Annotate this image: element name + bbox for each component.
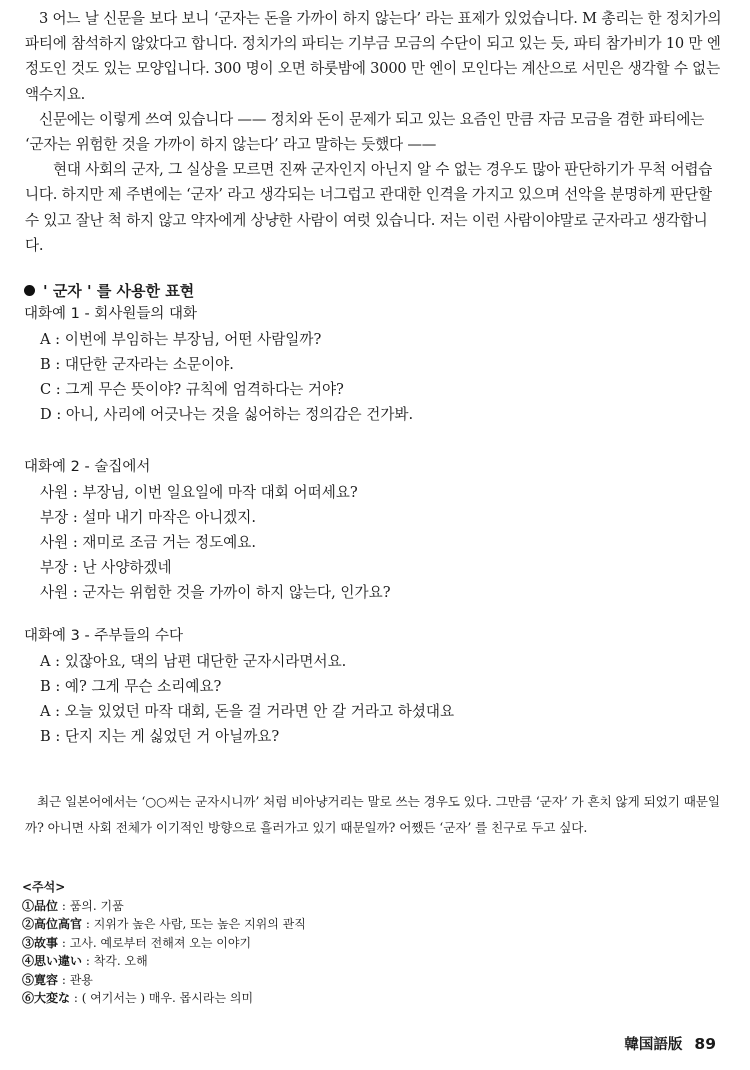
dialogue-example-3 bbox=[24, 624, 724, 749]
dialogue-title: 대화예 2 - 술집에서 bbox=[24, 459, 151, 475]
intro-paragraph-3: 현대 사회의 군자, 그 실상을 모르면 진짜 군자인지 아닌지 알 수 없는 경우도 많아 판단하기가 무척 어렵습니다. 하지만 제 주변에는 ‘군자’ 라고 생각되는 너그럽고 관대한 인격을 가지고 있으며 선악을 분명하게 판단할 수 있고 잘난 척 하지 않고 약자에게 상냥한 사람이 여럿 있습니다. 저는 이런 사람이야말로 군자라고 생각합니다. bbox=[25, 161, 713, 254]
note-term: ②高位高官 bbox=[22, 917, 83, 931]
note-item bbox=[22, 952, 522, 971]
dialogue-line: B : 대단한 군자라는 소문이야. bbox=[40, 356, 234, 373]
section-heading bbox=[24, 280, 194, 301]
note-term: ③故事 bbox=[22, 935, 59, 950]
dialogue-line: 부장 : 난 사양하겠네 bbox=[40, 559, 172, 576]
note-desc: : 착각. 오해 bbox=[82, 954, 148, 968]
page-number: 89 bbox=[694, 1035, 716, 1053]
note-desc: : ( 여기서는 ) 매우. 몹시라는 의미 bbox=[70, 991, 254, 1005]
note-term: ⑤寛容 bbox=[22, 972, 59, 987]
note-desc: : 품의. 기품 bbox=[58, 898, 124, 913]
note-item bbox=[22, 915, 522, 934]
note-item bbox=[22, 934, 522, 953]
note-item bbox=[22, 971, 522, 990]
dialogue-title: 대화예 1 - 회사원들의 대화 bbox=[24, 306, 197, 322]
bullet-icon bbox=[24, 285, 35, 296]
intro-paragraph-1: 3 어느 날 신문을 보다 보니 ‘군자는 돈을 가까이 하지 않는다’ 라는 표제가 있었습니다. M 총리는 한 정치가의 파티에 참석하지 않았다고 합니다. 정치가의 파티는 기부금 모금의 수단이 되고 있는 듯, 파티 참가비가 10 만 엔 정도인 것도 있는 모양입니다. 300 명이 오면 하룻밤에 3000 만 엔이 모인다는 계산으로 서민은 생각할 수 없는 액수지요. bbox=[25, 10, 722, 103]
note-term: ①品位 bbox=[22, 898, 59, 913]
dialogue-line: C : 그게 무슨 뜻이야? 규칙에 엄격하다는 거야? bbox=[40, 381, 344, 398]
intro-paragraph-2: 신문에는 이렇게 쓰여 있습니다 —— 정치와 돈이 문제가 되고 있는 요즘인 만큼 자금 모금을 겸한 파티에는 ‘군자는 위험한 것을 가까이 하지 않는다’ 라고 말하는 듯했다 —— bbox=[25, 110, 705, 154]
dialogue-line: 사원 : 부장님, 이번 일요일에 마작 대회 어떠세요? bbox=[40, 484, 358, 501]
section-heading-text: ' 군자 ' 를 사용한 표현 bbox=[43, 282, 195, 300]
note-term: ④思い違い bbox=[22, 954, 83, 968]
notes bbox=[22, 878, 522, 1008]
note-desc: : 고사. 예로부터 전해져 오는 이야기 bbox=[58, 935, 252, 950]
dialogue-line: B : 예? 그게 무슨 소리예요? bbox=[40, 678, 222, 695]
dialogue-line: D : 아니, 사리에 어긋나는 것을 싫어하는 정의감은 건가봐. bbox=[40, 406, 414, 423]
dialogue-line: B : 단지 지는 게 싫었던 거 아닐까요? bbox=[40, 728, 280, 745]
dialogue-example-2 bbox=[24, 455, 724, 605]
dialogue-line: 사원 : 재미로 조금 거는 정도예요. bbox=[40, 534, 257, 551]
dialogue-line: 사원 : 군자는 위험한 것을 가까이 하지 않는다, 인가요? bbox=[40, 584, 391, 601]
publication-name: 韓国語版 bbox=[624, 1037, 683, 1053]
dialogue-line: A : 오늘 있었던 마작 대회, 돈을 걸 거라면 안 갈 거라고 하셨대요 bbox=[40, 703, 455, 720]
dialogue-title: 대화예 3 - 주부들의 수다 bbox=[24, 628, 183, 644]
dialogue-line: A : 이번에 부임하는 부장님, 어떤 사람일까? bbox=[40, 331, 322, 348]
note-term: ⑥大変な bbox=[22, 991, 71, 1005]
note-item bbox=[22, 897, 522, 916]
note-desc: : 지위가 높은 사람, 또는 높은 지위의 관직 bbox=[82, 917, 306, 931]
commentary: 최근 일본어에서는 ‘○○씨는 군자시니까’ 처럼 비아냥거리는 말로 쓰는 경우도 있다. 그만큼 ‘군자’ 가 흔치 않게 되었기 때문일까? 아니면 사회 전체가 이기적인 방향으로 흘러가고 있기 때문일까? 어쨌든 ‘군자’ 를 친구로 두고 싶다. bbox=[25, 793, 720, 835]
notes-title: <주석> bbox=[22, 880, 66, 894]
note-desc: : 관용 bbox=[58, 972, 93, 987]
dialogue-example-1 bbox=[24, 302, 724, 427]
intro-text bbox=[25, 6, 725, 258]
note-item bbox=[22, 989, 522, 1008]
dialogue-line: 부장 : 설마 내기 마작은 아니겠지. bbox=[40, 509, 257, 526]
dialogue-line: A : 있잖아요, 댁의 남편 대단한 군자시라면서요. bbox=[40, 653, 347, 670]
page-footer bbox=[624, 1033, 716, 1054]
